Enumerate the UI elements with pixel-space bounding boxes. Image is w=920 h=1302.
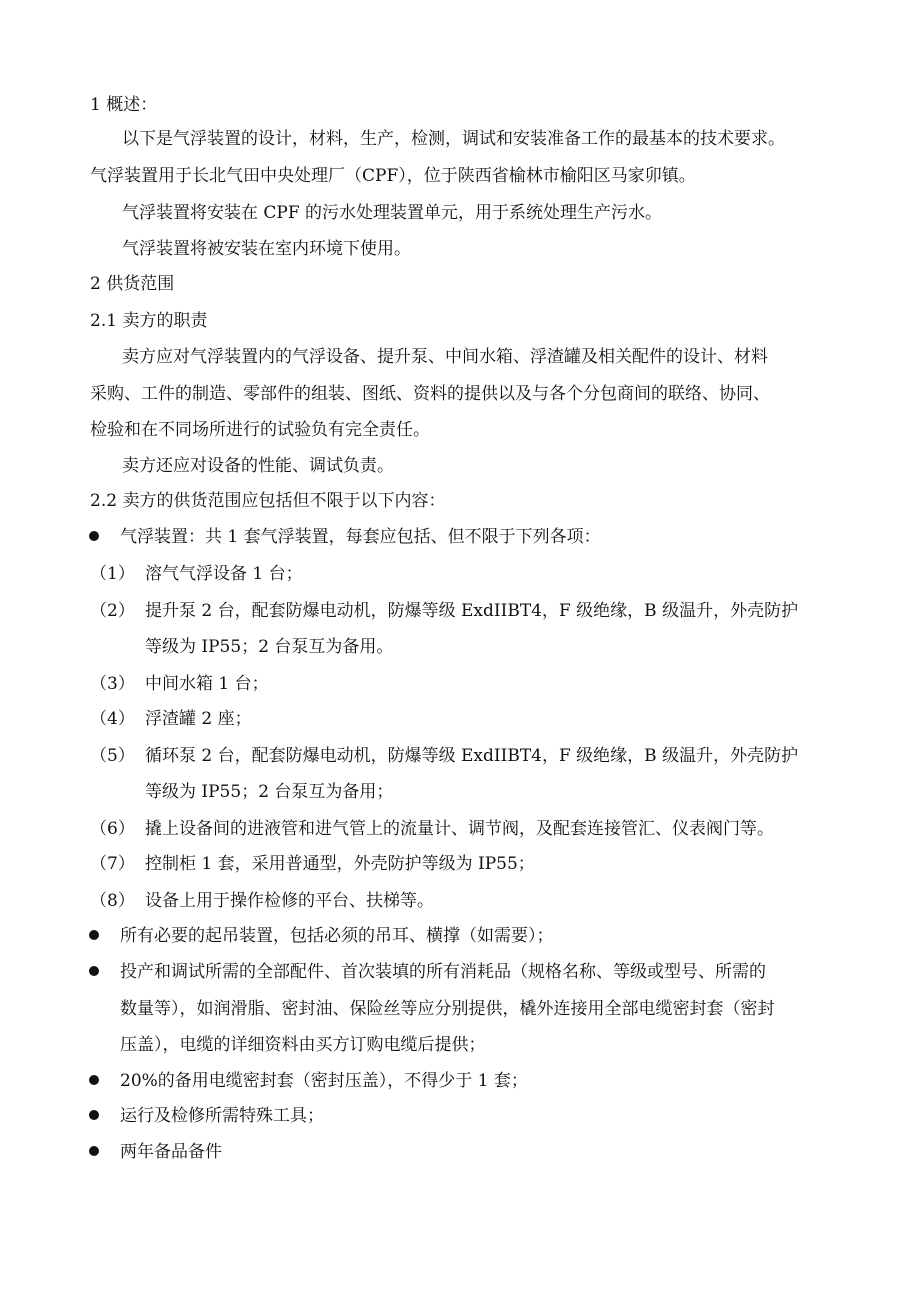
- list-item: 撬上设备间的进液管和进气管上的流量计、调节阀，及配套连接管汇、仪表阀门等。: [145, 819, 774, 839]
- bullet-item: 气浮装置：共 1 套气浮装置，每套应包括、但不限于下列各项：: [120, 527, 601, 547]
- paragraph-line: 检验和在不同场所进行的试验负有完全责任。: [90, 420, 430, 440]
- bullet-item: 20%的备用电缆密封套（密封压盖），不得少于 1 套；: [120, 1071, 528, 1091]
- paragraph-line: 卖方应对气浮装置内的气浮设备、提升泵、中间水箱、浮渣罐及相关配件的设计、材料: [122, 347, 768, 367]
- list-number: （3）: [90, 674, 135, 694]
- bullet-icon: [89, 930, 99, 940]
- bullet-item-continuation: 数量等），如润滑脂、密封油、保险丝等应分别提供，橇外连接用全部电缆密封套（密封: [120, 999, 775, 1019]
- section-1-heading: 1 概述：: [90, 95, 158, 115]
- list-number: （6）: [90, 819, 135, 839]
- bullet-item: 运行及检修所需特殊工具；: [120, 1106, 324, 1126]
- list-item: 溶气气浮设备 1 台；: [145, 564, 303, 584]
- list-item-continuation: 等级为 IP55；2 台泵互为备用；: [145, 782, 394, 802]
- list-item: 浮渣罐 2 座；: [145, 709, 252, 729]
- section-2-heading: 2 供货范围: [90, 274, 175, 294]
- list-number: （5）: [90, 746, 135, 766]
- paragraph: 气浮装置将安装在 CPF 的污水处理装置单元，用于系统处理生产污水。: [122, 203, 663, 223]
- paragraph-line: 采购、工件的制造、零部件的组装、图纸、资料的提供以及与各个分包商间的联络、协同、: [90, 384, 770, 404]
- bullet-icon: [89, 1075, 99, 1085]
- paragraph: 卖方还应对设备的性能、调试负责。: [122, 456, 394, 476]
- list-number: （4）: [90, 709, 135, 729]
- bullet-icon: [89, 531, 99, 541]
- list-item: 循环泵 2 台，配套防爆电动机，防爆等级 ExdIIBT4，F 级绝缘，B 级温升，外壳防护: [145, 746, 799, 766]
- list-item: 中间水箱 1 台；: [145, 674, 269, 694]
- subsection-2-2-heading: 2.2 卖方的供货范围应包括但不限于以下内容：: [90, 491, 446, 511]
- bullet-item: 两年备品备件: [120, 1142, 222, 1162]
- list-number: （8）: [90, 891, 135, 911]
- list-item: 提升泵 2 台，配套防爆电动机，防爆等级 ExdIIBT4，F 级绝缘，B 级温升，外壳防护: [145, 601, 799, 621]
- list-number: （1）: [90, 564, 135, 584]
- paragraph-line: 以下是气浮装置的设计，材料，生产，检测，调试和安装准备工作的最基本的技术要求。: [122, 129, 785, 149]
- bullet-item: 所有必要的起吊装置，包括必须的吊耳、横撑（如需要）；: [120, 926, 554, 946]
- list-item-continuation: 等级为 IP55；2 台泵互为备用。: [145, 637, 394, 657]
- subsection-2-1-heading: 2.1 卖方的职责: [90, 311, 208, 331]
- bullet-icon: [89, 966, 99, 976]
- list-item: 控制柜 1 套，采用普通型，外壳防护等级为 IP55；: [145, 854, 535, 874]
- bullet-item: 投产和调试所需的全部配件、首次装填的所有消耗品（规格名称、等级或型号、所需的: [120, 962, 766, 982]
- bullet-item-continuation: 压盖），电缆的详细资料由买方订购电缆后提供；: [120, 1035, 486, 1055]
- list-number: （7）: [90, 854, 135, 874]
- list-item: 设备上用于操作检修的平台、扶梯等。: [145, 891, 434, 911]
- paragraph: 气浮装置将被安装在室内环境下使用。: [122, 239, 411, 259]
- bullet-icon: [89, 1110, 99, 1120]
- bullet-icon: [89, 1146, 99, 1156]
- paragraph-line: 气浮装置用于长北气田中央处理厂（CPF），位于陕西省榆林市榆阳区马家卯镇。: [90, 166, 696, 186]
- list-number: （2）: [90, 601, 135, 621]
